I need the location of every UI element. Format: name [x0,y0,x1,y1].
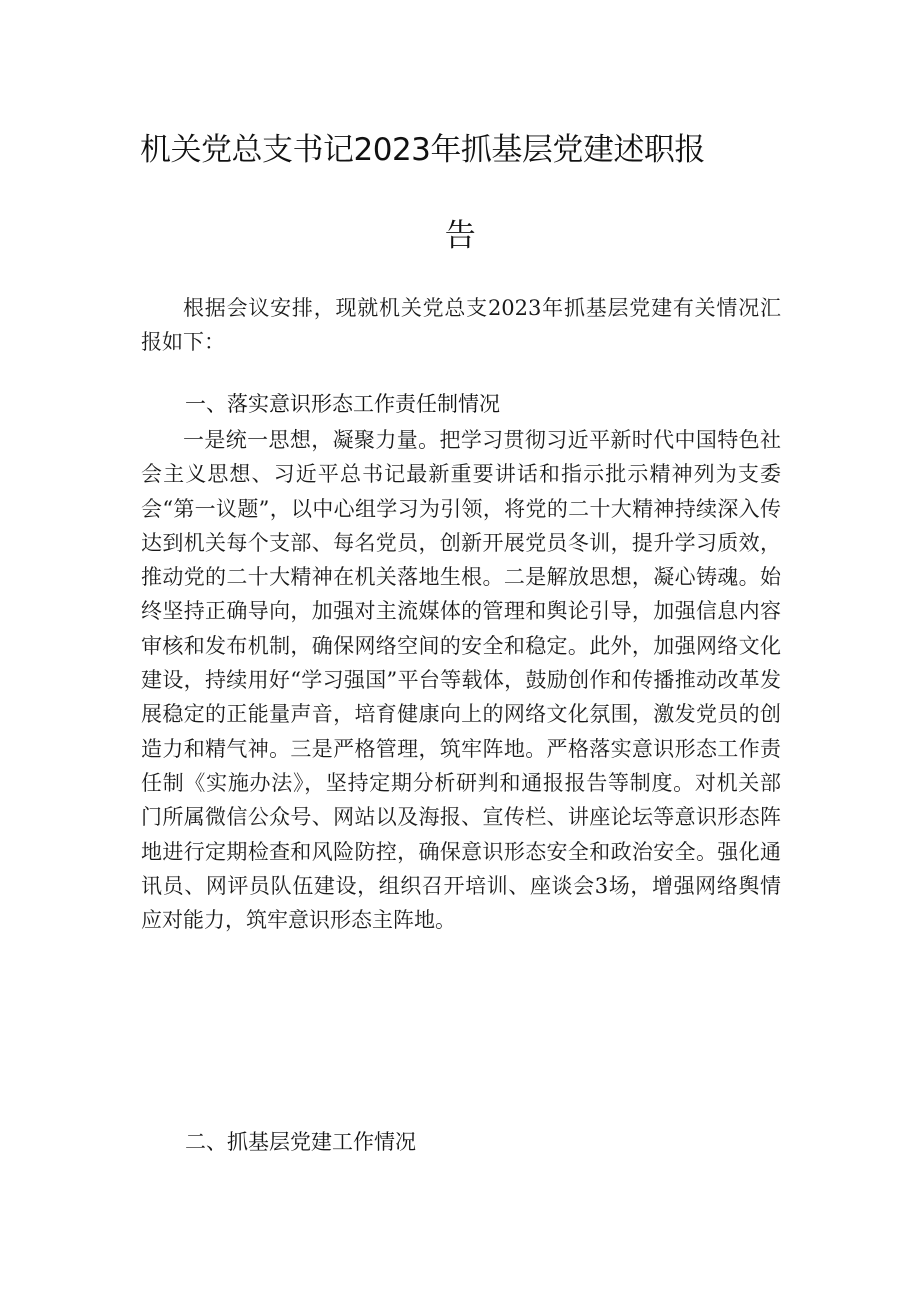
section-heading-1: 一、落实意识形态工作责任制情况 [185,392,500,416]
document-title-continuation: 告 [444,218,476,254]
intro-paragraph: 根据会议安排，现就机关党总支2023年抓基层党建有关情况汇报如下： [141,296,781,355]
section-heading-2: 二、抓基层党建工作情况 [185,1130,416,1154]
document-title: 机关党总支书记2023年抓基层党建述职报 [140,132,705,168]
section-1-paragraph: 一是统一思想，凝聚力量。把学习贯彻习近平新时代中国特色社会主义思想、习近平总书记最新重要讲话和指示批示精神列为支委会“第一议题”，以中心组学习为引领，将党的二十大精神持续深入传达到机关每个支部、每名党员，创新开展党员冬训，提升学习质效，推动党的二十大精神在机关落地生根。二是解放思想，凝心铸魂。始终坚持正确导向，加强对主流媒体的管理和舆论引导，加强信息内容审核和发布机制，确保网络空间的安全和稳定。此外，加强网络文化建设，持续用好“学习强国”平台等载体，鼓励创作和传播推动改革发展稳定的正能量声音，培育健康向上的网络文化氛围，激发党员的创造力和精气神。三是严格管理，筑牢阵地。严格落实意识形态工作责任制《实施办法》，坚持定期分析研判和通报报告等制度。对机关部门所属微信公众号、网站以及海报、宣传栏、讲座论坛等意识形态阵地进行定期检查和风险防控，确保意识形态安全和政治安全。强化通讯员、网评员队伍建设，组织召开培训、座谈会3场，增强网络舆情应对能力，筑牢意识形态主阵地。 [141,428,781,933]
